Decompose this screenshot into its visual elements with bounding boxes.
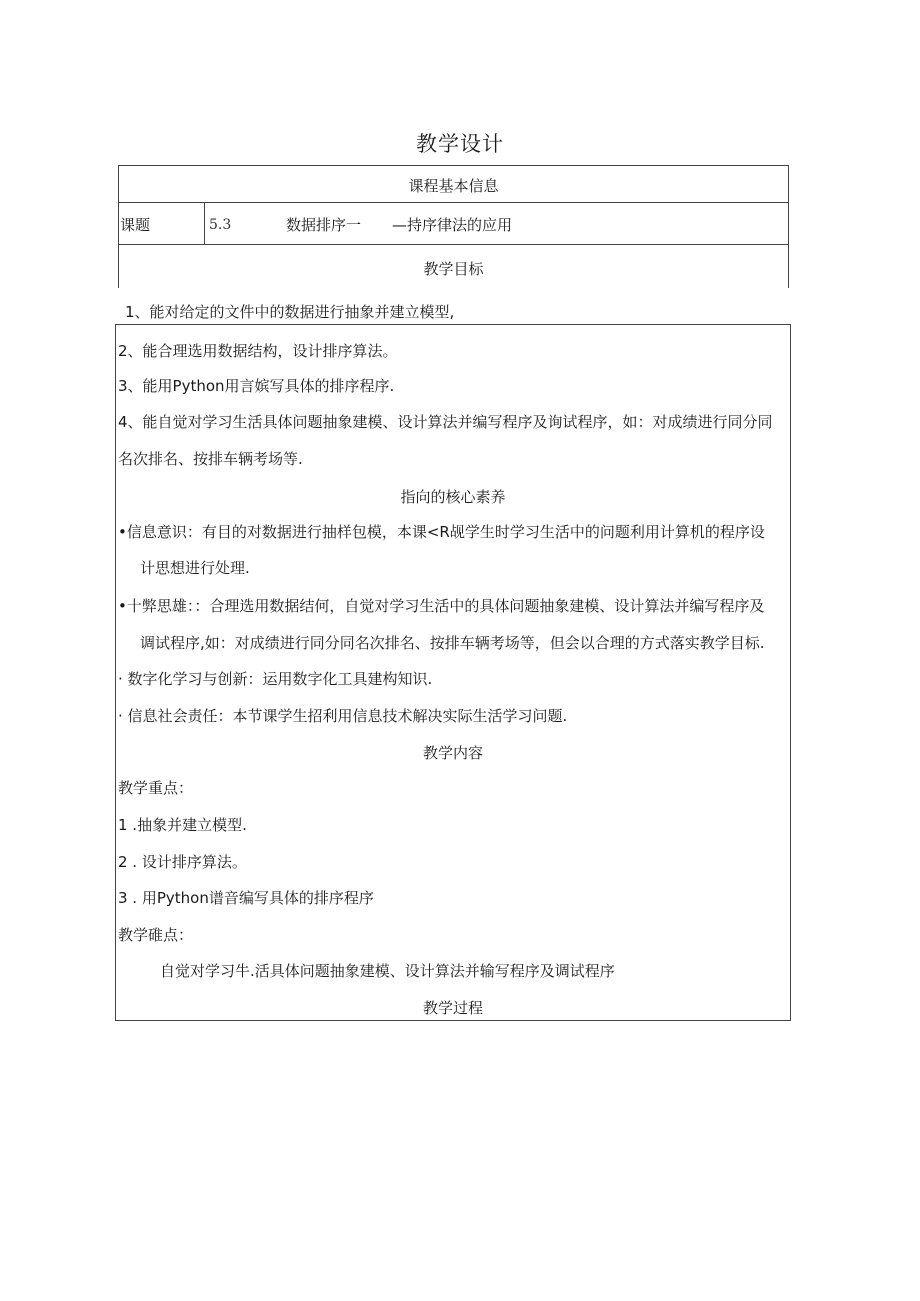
difficulty-label: 教学碓点： [118,926,194,944]
objective-item: 4、能自觉对学习生活具体问题抽象建模、设计算法并编写程序及询试程序，如：对成绩进行同分同 [118,413,773,431]
core-literacy-heading: 指向的核心素养 [400,488,506,506]
objective-item-continued: 名次排名、按排车辆考场等. [118,450,303,468]
key-point-item: 3 . 用Python谱音编写具体的排序程序 [118,889,374,907]
literacy-item-continued: 调试程序,如：对成绩进行同分同名次排名、按排车辆考场等，但会以合理的方式落实教学目标. [140,634,765,652]
literacy-item: · 数字化学习与创新：运用数字化工具建构知识. [118,670,433,688]
topic-name: 数据排序一 [286,216,362,234]
objective-item: 3、能用Python用言嫔写具体的排序程序. [118,377,395,395]
literacy-item: •信息意识：有目的对数据进行抽样包模，本课<R觇学生时学习生活中的问题利用计算机的程序设 [118,523,765,541]
difficulty-item: 自觉对学习牛.活具体问题抽象建模、设计算法并输写程序及调试程序 [160,962,615,980]
document-title: 教学设计 [416,132,504,156]
literacy-item: •十弊思雄：：合理选用数据结何，自觉对学习生活中的具体问题抽象建模、设计算法并编写程序及 [118,597,765,615]
literacy-item-continued: 计思想进行处理. [140,559,250,577]
process-heading: 教学过程 [422,999,483,1017]
topic-number: 5.3 [209,217,232,233]
key-point-item: 1 .抽象并建立模型. [118,816,247,834]
topic-subtitle: —持序律法的应用 [392,216,513,234]
literacy-item: · 信息社会责任：本节课学生招利用信息技术解决实际生活学习问题. [118,707,568,725]
basic-info-heading: 课程基本信息 [408,177,499,195]
key-points-label: 教学重点： [118,779,194,797]
objective-item: 2、能合理选用数据结构，设计排序算法。 [118,342,398,360]
key-point-item: 2 . 设计排序算法。 [118,853,247,871]
objective-item: 1、能对给定的文件中的数据进行抽象并建立模型, [125,303,455,321]
objectives-heading: 教学目标 [423,260,484,278]
content-heading: 教学内容 [422,744,483,762]
topic-label: 课题 [120,216,151,234]
